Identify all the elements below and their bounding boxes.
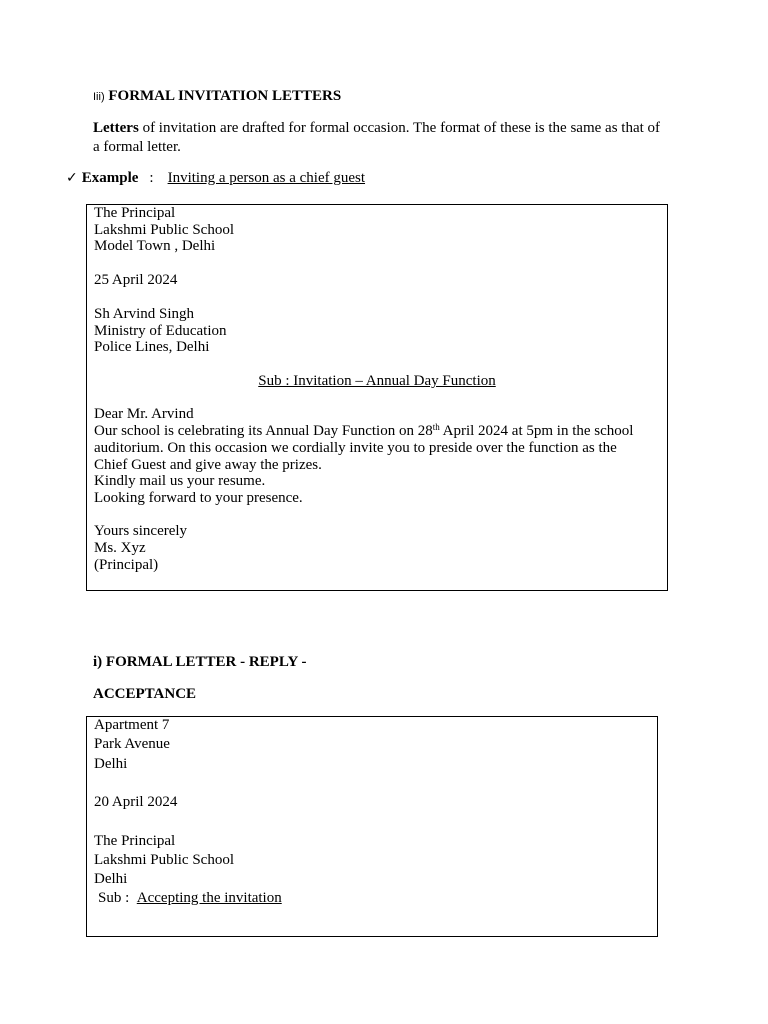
body-line-1-part-b: April 2024 at 5pm in the school	[439, 423, 634, 439]
sender-line-1: Apartment 7	[94, 717, 170, 733]
checkmark-icon: ✓	[66, 170, 78, 186]
salutation: Dear Mr. Arvind	[94, 406, 194, 422]
recipient-line-2: Lakshmi Public School	[94, 852, 234, 868]
recipient-line-3: Delhi	[94, 871, 128, 887]
intro-paragraph	[93, 119, 668, 157]
sender-line-2: Park Avenue	[94, 736, 170, 752]
sender-line-1: The Principal	[94, 205, 176, 221]
example-label: Example	[81, 170, 139, 186]
acceptance-letter-box	[86, 716, 658, 937]
example-text: Inviting a person as a chief guest	[167, 170, 366, 186]
signer-name: Ms. Xyz	[94, 540, 146, 556]
signer-designation: (Principal)	[94, 557, 159, 573]
ordinal-suffix: th	[432, 422, 440, 432]
closing: Yours sincerely	[94, 523, 188, 539]
sender-line-2: Lakshmi Public School	[94, 222, 234, 238]
intro-bold-word: Letters	[93, 120, 139, 136]
sender-line-3: Model Town , Delhi	[94, 238, 216, 254]
recipient-line-1: The Principal	[94, 833, 176, 849]
section-title: FORMAL INVITATION LETTERS	[108, 88, 342, 104]
section-number: Iii)	[93, 91, 105, 103]
section-heading-invitation	[93, 88, 341, 105]
example-row	[66, 170, 365, 187]
body-line-4: Kindly mail us your resume.	[94, 473, 266, 489]
recipient-line-1: Sh Arvind Singh	[94, 306, 195, 322]
subject-text: Sub : Invitation – Annual Day Function	[258, 373, 496, 389]
recipient-line-3: Police Lines, Delhi	[94, 339, 210, 355]
letter-date: 25 April 2024	[94, 272, 178, 288]
intro-text: of invitation are drafted for formal occasion. The format of these is the same as that of a formal letter.	[93, 120, 661, 155]
sender-line-3: Delhi	[94, 756, 128, 772]
subject-label: Sub :	[98, 890, 130, 906]
body-line-3: Chief Guest and give away the prizes.	[94, 457, 322, 473]
body-line-1-part-a: Our school is celebrating its Annual Day Function on 28	[94, 423, 433, 439]
example-colon: :	[149, 170, 154, 186]
section-subheading-acceptance: ACCEPTANCE	[93, 686, 197, 702]
body-line-1	[94, 423, 633, 440]
invitation-letter-box	[86, 204, 668, 591]
letter-subject	[87, 373, 667, 390]
letter-date: 20 April 2024	[94, 794, 178, 810]
recipient-line-2: Ministry of Education	[94, 323, 227, 339]
subject-text: Accepting the invitation	[136, 890, 282, 906]
body-line-5: Looking forward to your presence.	[94, 490, 303, 506]
section-heading-reply: i) FORMAL LETTER - REPLY -	[93, 654, 307, 670]
letter-subject	[98, 890, 282, 907]
body-line-2: auditorium. On this occasion we cordially invite you to preside over the function as the	[94, 440, 617, 456]
